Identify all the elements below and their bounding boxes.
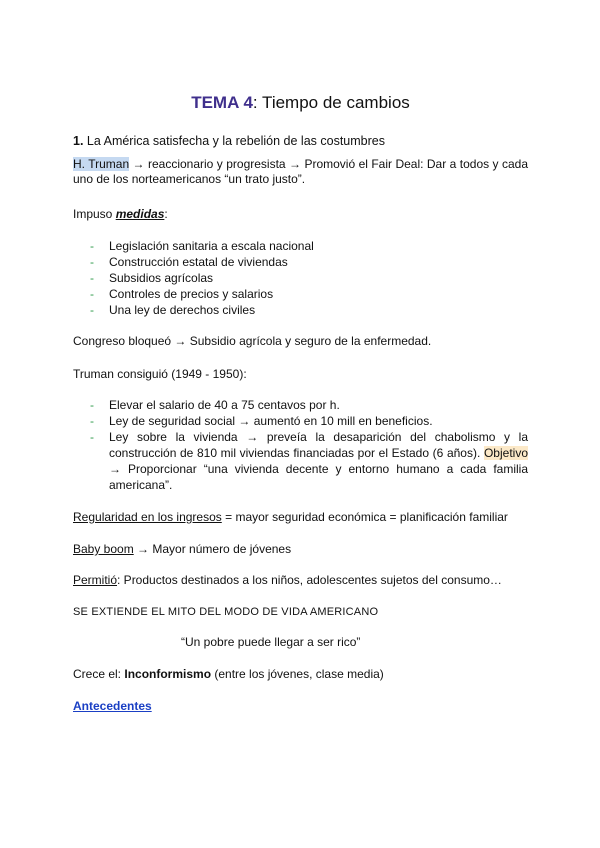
list-item-text: Ley de seguridad social → aumentó en 10 mill en beneficios.: [109, 414, 433, 428]
section-number: 1.: [73, 134, 84, 148]
impuso-label: Impuso: [73, 207, 116, 221]
dash-bullet-icon: -: [90, 287, 94, 301]
antecedentes-line: [73, 699, 152, 714]
quote-line: “Un pobre puede llegar a ser rico”: [181, 635, 361, 649]
crece-label: Crece el:: [73, 667, 125, 681]
title-rest: : Tiempo de cambios: [252, 93, 410, 112]
permitio-text: : Productos destinados a los niños, adolescentes sujetos del consumo…: [117, 573, 502, 587]
mito-line: SE EXTIENDE EL MITO DEL MODO DE VIDA AMERICANO: [73, 606, 379, 618]
intro-text: → reaccionario y progresista → Promovió el Fair Deal: Dar a todos y cada uno de los norteamericanos “un trato justo”.: [73, 157, 529, 186]
title-tema: TEMA 4: [191, 93, 253, 112]
list-item-text: Elevar el salario de 40 a 75 centavos por h.: [109, 398, 340, 412]
list-item: [73, 302, 528, 318]
truman-consiguio-line: Truman consiguió (1949 - 1950):: [73, 367, 247, 381]
crece-line: [73, 667, 384, 682]
intro-paragraph: [73, 157, 528, 187]
list-item: [73, 270, 528, 286]
regularidad-line: [73, 510, 508, 525]
permitio-line: [73, 573, 502, 588]
dash-bullet-icon: -: [90, 255, 94, 269]
medidas-list: [73, 238, 528, 318]
list-item-text: Controles de precios y salarios: [109, 287, 274, 301]
crece-text: (entre los jóvenes, clase media): [211, 667, 384, 681]
dash-bullet-icon: -: [90, 430, 94, 444]
logros-list: [73, 397, 528, 493]
dash-bullet-icon: -: [90, 303, 94, 317]
list-item-text: Subsidios agrícolas: [109, 271, 214, 285]
baby-boom-label: Baby boom: [73, 542, 134, 556]
page-title: [73, 92, 528, 114]
list-item-text: [109, 429, 528, 493]
baby-boom-line: [73, 542, 291, 557]
list-item: [73, 254, 528, 270]
section-heading-text: La América satisfecha y la rebelión de las costumbres: [86, 134, 385, 148]
dash-bullet-icon: -: [90, 398, 94, 412]
list-item: [73, 413, 528, 429]
section-heading: [73, 134, 385, 149]
dash-bullet-icon: -: [90, 239, 94, 253]
truman-name: H. Truman: [73, 157, 130, 171]
inconformismo-keyword: Inconformismo: [124, 667, 212, 681]
permitio-label: Permitió: [73, 573, 118, 587]
impuso-colon: :: [164, 207, 168, 221]
medidas-keyword: medidas: [115, 207, 165, 221]
objetivo-text: → Proporcionar “una vivienda decente y entorno humano a cada familia americana”.: [109, 462, 528, 492]
objetivo-keyword: Objetivo: [483, 446, 528, 460]
vivienda-law-text: Ley sobre la vivienda → preveía la desaparición del chabolismo y la construcción de 810 mil viviendas financiadas por el Estado (6 años).: [109, 430, 528, 460]
regularidad-text: = mayor seguridad económica = planificación familiar: [221, 510, 508, 524]
list-item: [73, 286, 528, 302]
congreso-line: Congreso bloqueó → Subsidio agrícola y seguro de la enfermedad.: [73, 334, 432, 348]
list-item: [73, 397, 528, 413]
regularidad-label: Regularidad en los ingresos: [73, 510, 222, 524]
dash-bullet-icon: -: [90, 414, 94, 428]
list-item-text: Legislación sanitaria a escala nacional: [109, 239, 314, 253]
dash-bullet-icon: -: [90, 271, 94, 285]
antecedentes-link[interactable]: Antecedentes: [73, 699, 152, 713]
list-item: [73, 238, 528, 254]
impuso-line: [73, 207, 168, 222]
baby-boom-text: → Mayor número de jóvenes: [133, 542, 292, 556]
list-item-text: Una ley de derechos civiles: [109, 303, 256, 317]
list-item: [73, 429, 528, 493]
list-item-text: Construcción estatal de viviendas: [109, 255, 288, 269]
